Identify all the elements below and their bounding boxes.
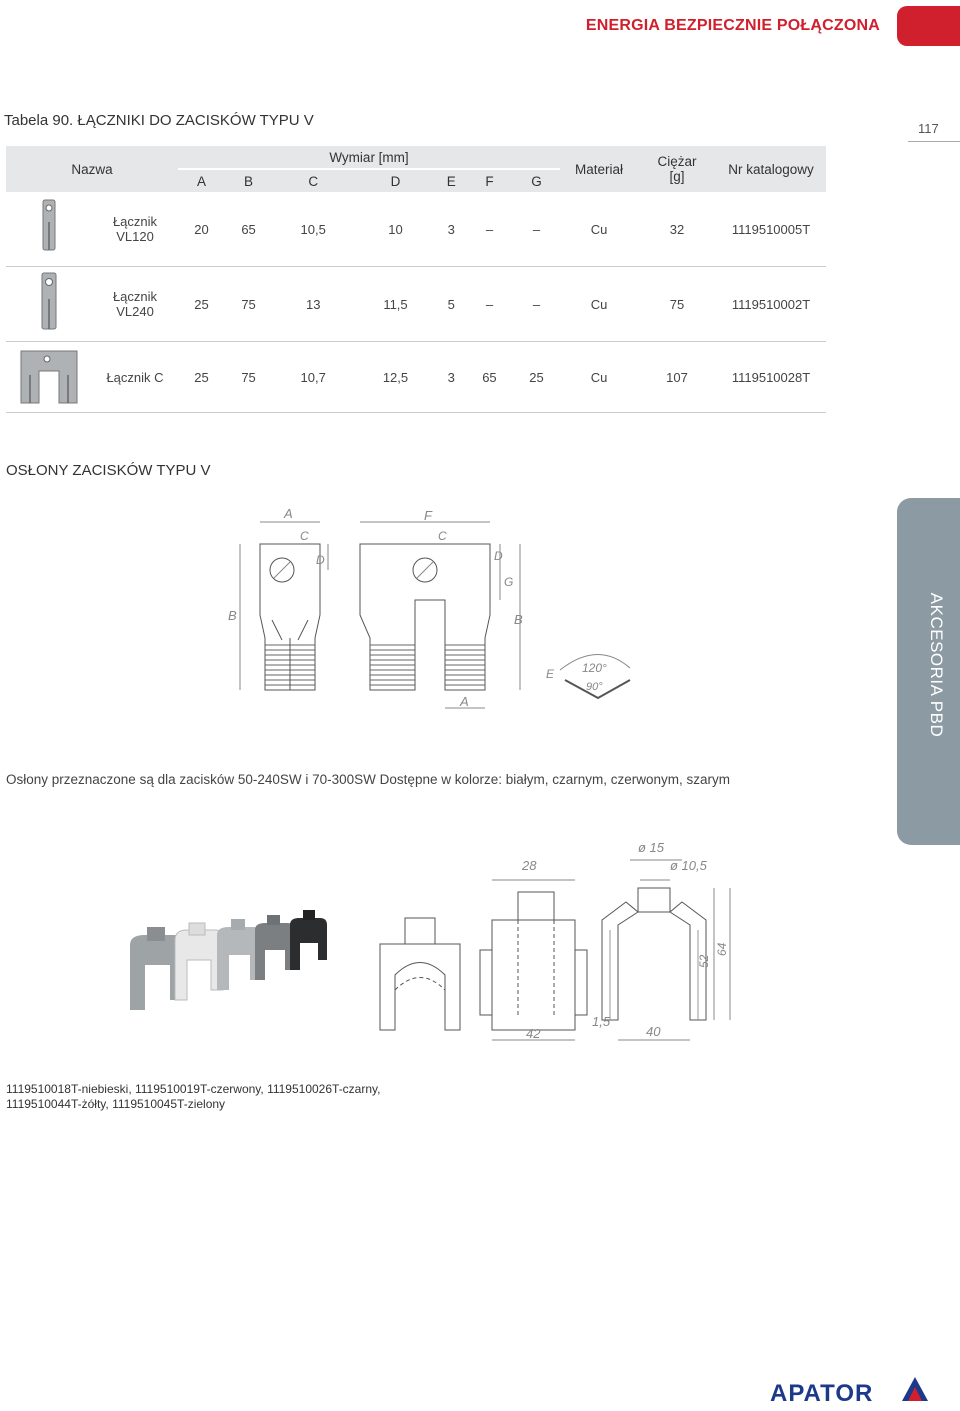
label-angle-90: 90° [586, 681, 603, 693]
row-name-line2: VL240 [116, 304, 154, 319]
cell-d: 11,5 [354, 267, 436, 342]
section-title: OSŁONY ZACISKÓW TYPU V [6, 462, 211, 479]
cell-d: 10 [354, 192, 436, 267]
header-weight-line1: Ciężar [657, 154, 697, 169]
connector-c-image [17, 345, 81, 407]
cover-dimension-drawing [370, 840, 750, 1055]
cell-catalog: 1119510028T [716, 342, 826, 413]
connector-c-photo [6, 342, 92, 413]
cell-material: Cu [560, 342, 638, 413]
label-angle-120: 120° [582, 661, 607, 675]
cell-c: 13 [272, 267, 354, 342]
cell-c: 10,5 [272, 192, 354, 267]
label-c2: C [438, 529, 447, 543]
cell-catalog: 1119510002T [716, 267, 826, 342]
cell-a: 20 [178, 192, 225, 267]
table-row [6, 342, 826, 413]
header-dim-f: F [466, 169, 513, 192]
cell-g: – [513, 267, 560, 342]
header-dimensions: Wymiar [mm] [178, 146, 560, 169]
label-d: D [316, 553, 325, 567]
connector-vl120-image [34, 198, 64, 258]
table-row [6, 267, 826, 342]
cell-c: 10,7 [272, 342, 354, 413]
section-description: Osłony przeznaczone są dla zacisków 50-240SW i 70-300SW Dostępne w kolorze: białym, czarnym, czerwonym, szarym [6, 772, 731, 787]
cell-g: – [513, 192, 560, 267]
dim-40: 40 [646, 1024, 661, 1039]
cell-weight: 107 [638, 342, 716, 413]
header-name: Nazwa [6, 146, 178, 192]
connector-vl240-image [34, 271, 64, 335]
side-tab-label: AKCESORIA PBD [927, 592, 946, 738]
connector-vl120-photo [6, 192, 92, 267]
label-g: G [504, 575, 514, 589]
header-dim-d: D [354, 169, 436, 192]
cell-b: 75 [225, 342, 272, 413]
row-name-line1: Łącznik [112, 289, 158, 304]
cell-a: 25 [178, 267, 225, 342]
label-b: B [228, 608, 237, 623]
corner-tab [897, 6, 960, 46]
header-dim-a: A [178, 169, 225, 192]
catalog-codes-line1: 1119510018T-niebieski, 1119510019T-czerwony, 1119510026T-czarny, [6, 1082, 381, 1096]
cell-e: 5 [437, 267, 466, 342]
header-dim-g: G [513, 169, 560, 192]
dim-1-5: 1,5 [592, 1014, 611, 1029]
page-number: 117 [918, 121, 939, 136]
catalog-codes-line2: 1119510044T-żółty, 1119510045T-zielony [6, 1097, 226, 1111]
connector-vl240-photo [6, 267, 92, 342]
header-material: Materiał [560, 146, 638, 192]
table-title: Tabela 90. ŁĄCZNIKI DO ZACISKÓW TYPU V [4, 112, 314, 129]
cell-catalog: 1119510005T [716, 192, 826, 267]
connector-dimension-drawing [220, 500, 640, 720]
cell-f: – [466, 192, 513, 267]
covers-photo [125, 905, 345, 1015]
label-b2: B [514, 612, 523, 627]
table-row [6, 192, 826, 267]
brand-slogan: ENERGIA BEZPIECZNIE POŁĄCZONA [585, 17, 880, 34]
cell-e: 3 [437, 192, 466, 267]
spec-table [6, 146, 826, 413]
label-e: E [546, 667, 555, 681]
page-number-divider [908, 141, 960, 142]
cell-a: 25 [178, 342, 225, 413]
apator-logo-icon [900, 1375, 930, 1405]
label-d2: D [494, 549, 503, 563]
dim-52: 52 [697, 954, 711, 968]
cell-f: 65 [466, 342, 513, 413]
row-name [92, 267, 178, 342]
header-dim-c: C [272, 169, 354, 192]
dim-diam-10-5: ø 10,5 [670, 858, 707, 873]
label-c: C [300, 529, 309, 543]
header-dim-e: E [437, 169, 466, 192]
header-weight-line2: [g] [669, 169, 685, 184]
label-a: A [284, 506, 293, 521]
header-catalog: Nr katalogowy [716, 146, 826, 192]
header-weight [638, 146, 716, 192]
cell-weight: 75 [638, 267, 716, 342]
cell-b: 65 [225, 192, 272, 267]
row-name-line2: VL120 [116, 229, 154, 244]
cell-material: Cu [560, 192, 638, 267]
dim-diam-15: ø 15 [638, 840, 665, 855]
cell-weight: 32 [638, 192, 716, 267]
label-a2: A [460, 694, 469, 709]
row-name: Łącznik C [92, 342, 178, 413]
cell-material: Cu [560, 267, 638, 342]
cell-e: 3 [437, 342, 466, 413]
cell-f: – [466, 267, 513, 342]
cell-b: 75 [225, 267, 272, 342]
label-f: F [424, 508, 432, 523]
dim-28: 28 [522, 858, 537, 873]
apator-logo [770, 1380, 873, 1408]
cell-d: 12,5 [354, 342, 436, 413]
row-name-line1: Łącznik [112, 214, 158, 229]
dim-42: 42 [526, 1026, 541, 1041]
catalog-codes [6, 1082, 380, 1112]
header-dim-b: B [225, 169, 272, 192]
logo-text: APATOR [770, 1380, 874, 1407]
row-name [92, 192, 178, 267]
cell-g: 25 [513, 342, 560, 413]
dim-64: 64 [715, 942, 729, 956]
